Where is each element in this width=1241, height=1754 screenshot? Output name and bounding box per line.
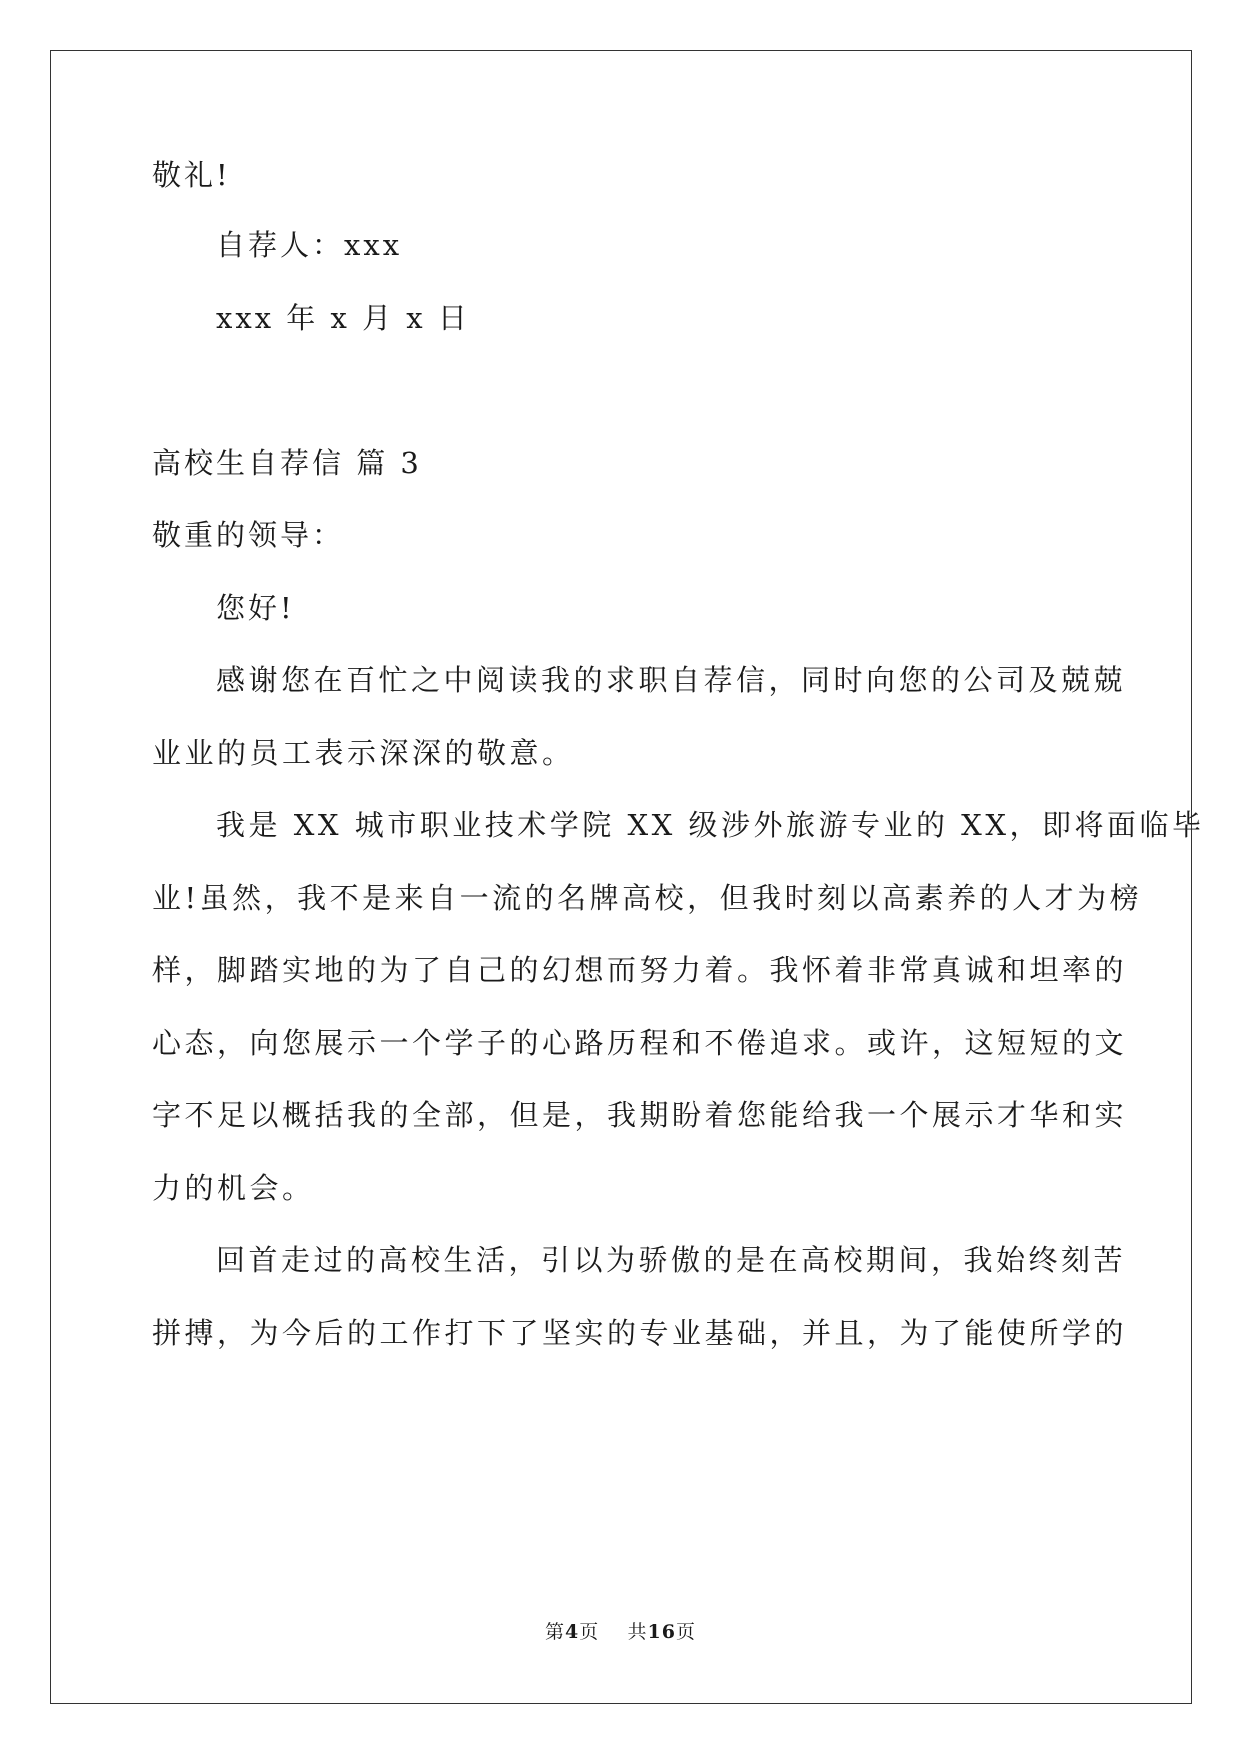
paragraph-line: 字不足以概括我的全部，但是，我期盼着您能给我一个展示才华和实 bbox=[152, 1098, 1128, 1132]
paragraph-line: 心态，向您展示一个学子的心路历程和不倦追求。或许，这短短的文 bbox=[152, 1026, 1128, 1060]
page-footer bbox=[0, 1620, 1241, 1644]
total-pages: 16 bbox=[647, 1621, 676, 1643]
date-line: xxx 年 x 月 x 日 bbox=[216, 301, 470, 335]
page-suffix: 页 bbox=[579, 1621, 600, 1643]
section-title: 高校生自荐信 篇 3 bbox=[152, 446, 422, 480]
total-prefix: 共 bbox=[627, 1621, 648, 1643]
paragraph-line: 感谢您在百忙之中阅读我的求职自荐信，同时向您的公司及兢兢 bbox=[216, 663, 1127, 697]
paragraph-line: 业!虽然，我不是来自一流的名牌高校，但我时刻以高素养的人才为榜 bbox=[152, 881, 1143, 915]
paragraph-line: 拼搏，为今后的工作打下了坚实的专业基础，并且，为了能使所学的 bbox=[152, 1316, 1128, 1350]
hello-line: 您好! bbox=[216, 591, 295, 625]
greeting-line: 敬重的领导： bbox=[152, 518, 345, 552]
paragraph-line: 回首走过的高校生活，引以为骄傲的是在高校期间，我始终刻苦 bbox=[216, 1243, 1127, 1277]
closing-salute: 敬礼! bbox=[152, 158, 231, 192]
signer-line: 自荐人：xxx bbox=[216, 228, 403, 262]
page-prefix: 第 bbox=[545, 1621, 566, 1643]
paragraph-line: 业业的员工表示深深的敬意。 bbox=[152, 736, 575, 770]
total-suffix: 页 bbox=[675, 1621, 696, 1643]
paragraph-line: 我是 XX 城市职业技术学院 XX 级涉外旅游专业的 XX，即将面临毕 bbox=[216, 808, 1205, 842]
paragraph-line: 力的机会。 bbox=[152, 1171, 315, 1205]
page-number: 4 bbox=[565, 1621, 580, 1643]
paragraph-line: 样，脚踏实地的为了自己的幻想而努力着。我怀着非常真诚和坦率的 bbox=[152, 953, 1128, 987]
